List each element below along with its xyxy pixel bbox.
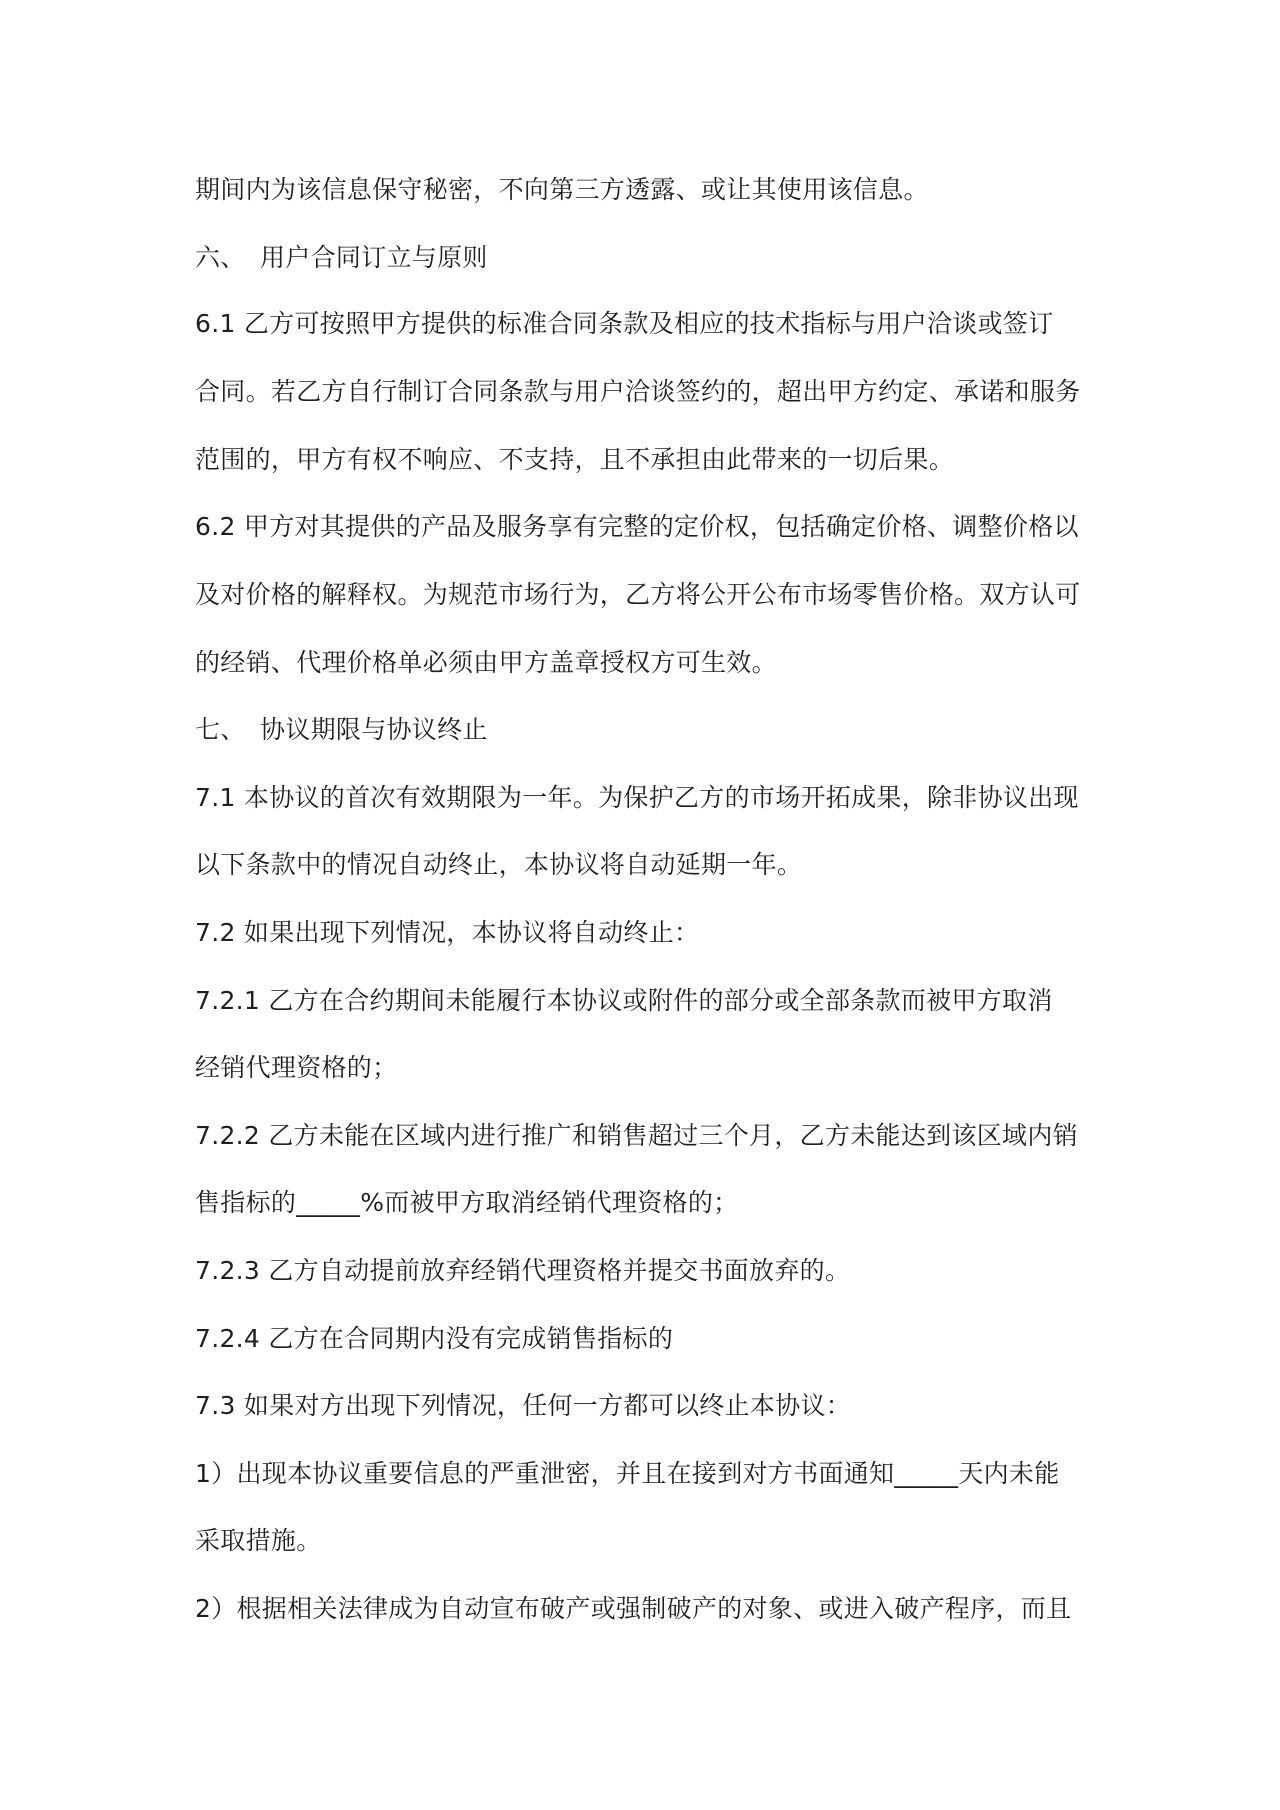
paragraph-line: 7.2.2 乙方未能在区域内进行推广和销售超过三个月，乙方未能达到该区域内销 (195, 1121, 1078, 1150)
paragraph-line: 经销代理资格的； (195, 1053, 398, 1082)
paragraph-line: 7.2.3 乙方自动提前放弃经销代理资格并提交书面放弃的。 (195, 1256, 851, 1285)
section-heading-6 (195, 238, 488, 278)
paragraph-line: 1）出现本协议重要信息的严重泄密，并且在接到对方书面通知_____天内未能 (195, 1459, 1060, 1488)
paragraph-line: 7.3 如果对方出现下列情况，任何一方都可以终止本协议： (195, 1391, 852, 1420)
paragraph-line: 6.2 甲方对其提供的产品及服务享有完整的定价权，包括确定价格、调整价格以 (195, 512, 1079, 541)
paragraph-line: 合同。若乙方自行制订合同条款与用户洽谈签约的，超出甲方约定、承诺和服务 (195, 377, 1081, 406)
paragraph-line: 7.2 如果出现下列情况，本协议将自动终止： (195, 918, 700, 947)
paragraph-line: 7.1 本协议的首次有效期限为一年。为保护乙方的市场开拓成果，除非协议出现 (195, 783, 1079, 812)
section-title: 协议期限与协议终止 (260, 715, 488, 744)
paragraph-line: 期间内为该信息保守秘密，不向第三方透露、或让其使用该信息。 (195, 175, 929, 204)
paragraph-line: 6.1 乙方可按照甲方提供的标准合同条款及相应的技术指标与用户洽谈或签订 (195, 309, 1054, 338)
section-heading-7 (195, 710, 488, 750)
paragraph-line: 2）根据相关法律成为自动宣布破产或强制破产的对象、或进入破产程序，而且 (195, 1594, 1072, 1623)
paragraph-line: 及对价格的解释权。为规范市场行为，乙方将公开公布市场零售价格。双方认可 (195, 580, 1081, 609)
paragraph-line: 采取措施。 (195, 1526, 322, 1555)
section-number: 六、 (195, 243, 246, 272)
paragraph-line: 7.2.4 乙方在合同期内没有完成销售指标的 (195, 1324, 674, 1353)
paragraph-line: 售指标的_____%而被甲方取消经销代理资格的； (195, 1188, 739, 1217)
paragraph-line: 7.2.1 乙方在合约期间未能履行本协议或附件的部分或全部条款而被甲方取消 (195, 986, 1053, 1015)
section-title: 用户合同订立与原则 (260, 243, 488, 272)
paragraph-line: 范围的，甲方有权不响应、不支持，且不承担由此带来的一切后果。 (195, 445, 955, 474)
paragraph-line: 的经销、代理价格单必须由甲方盖章授权方可生效。 (195, 648, 777, 677)
paragraph-line: 以下条款中的情况自动终止，本协议将自动延期一年。 (195, 850, 803, 879)
section-number: 七、 (195, 715, 246, 744)
